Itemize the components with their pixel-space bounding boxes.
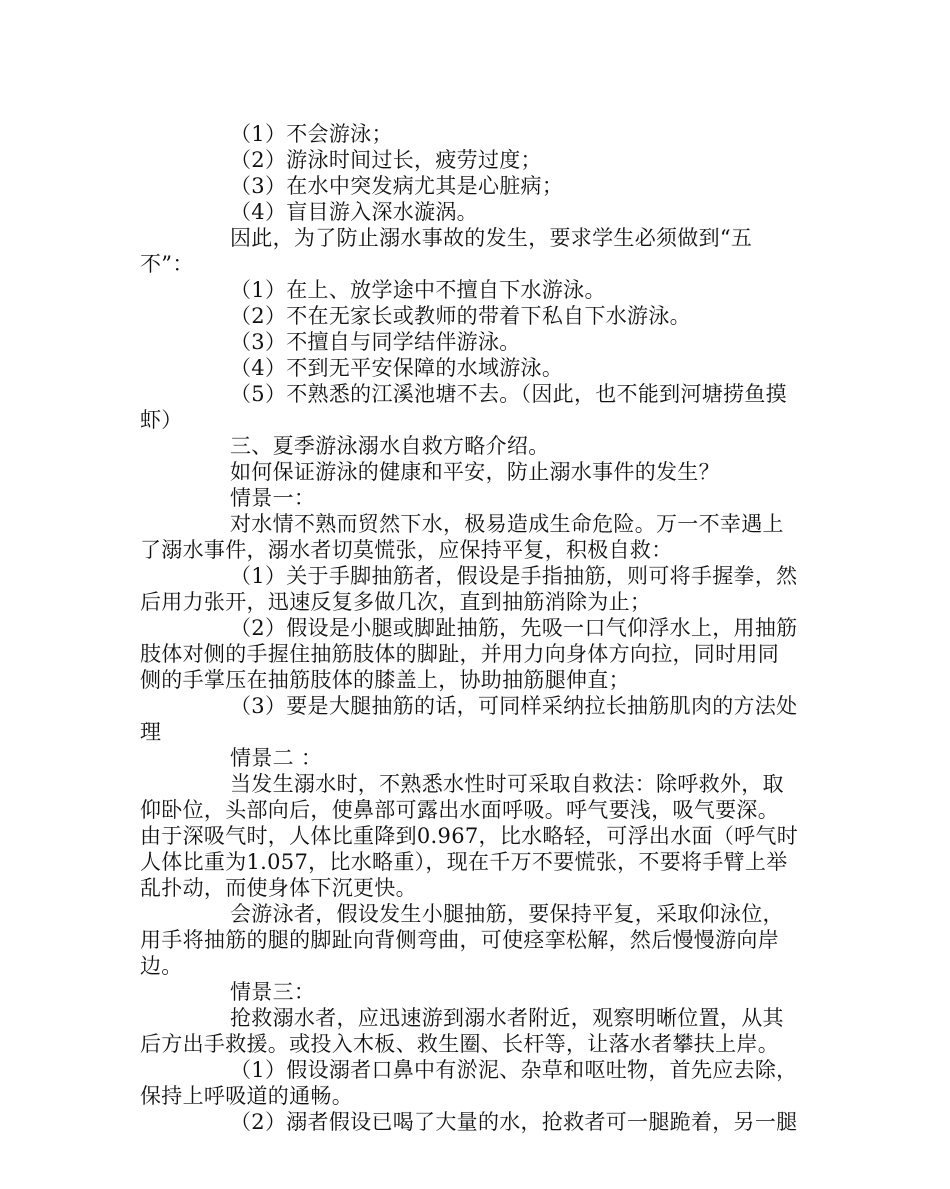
text-line: 后用力张开，迅速反复多做几次，直到抽筋消除为止； (140, 590, 652, 614)
text-line: 保持上呼吸道的通畅。 (140, 1084, 353, 1108)
scenario-heading: 情景二 ： (230, 746, 323, 770)
section-heading: 三、夏季游泳溺水自救方略介绍。 (230, 434, 550, 458)
text-line: （4）盲目游入深水漩涡。 (230, 200, 478, 224)
text-line: 当发生溺水时，不熟悉水性时可采取自救法：除呼救外，取 (230, 772, 784, 796)
text-line: 对水情不熟而贸然下水，极易造成生命危险。万一不幸遇上 (230, 512, 784, 536)
scenario-heading: 情景三： (230, 980, 316, 1004)
text-line: （2）溺者假设已喝了大量的水，抢救者可一腿跪着，另一腿 (230, 1110, 798, 1134)
text-line: （3）要是大腿抽筋的话，可同样采纳拉长抽筋肌肉的方法处 (230, 694, 798, 718)
text-line: 了溺水事件，溺水者切莫慌张，应保持平复，积极自救： (140, 538, 673, 562)
text-line: 由于深吸气时，人体比重降到0.967，比水略轻，可浮出水面（呼气时 (140, 824, 799, 848)
text-line: 侧的手掌压在抽筋肢体的膝盖上，协助抽筋腿伸直； (140, 668, 630, 692)
text-line: 仰卧位，头部向后，使鼻部可露出水面呼吸。呼气要浅，吸气要深。 (140, 798, 779, 822)
text-line: 人体比重为1.057，比水略重），现在千万不要慌张，不要将手臂上举 (140, 850, 788, 874)
text-line: （1）假设溺者口鼻中有淤泥、杂草和呕吐物，首先应去除， (230, 1058, 798, 1082)
text-line: （1）关于手脚抽筋者，假设是手指抽筋，则可将手握拳，然 (230, 564, 798, 588)
text-line: （2）假设是小腿或脚趾抽筋，先吸一口气仰浮水上，用抽筋 (230, 616, 798, 640)
text-line: 会游泳者，假设发生小腿抽筋，要保持平复，采取仰泳位， (230, 902, 784, 926)
text-line: 抢救溺水者，应迅速游到溺水者附近，观察明晰位置，从其 (230, 1006, 784, 1030)
text-line: 虾） (140, 408, 183, 432)
text-line: 后方出手救援。或投入木板、救生圈、长杆等，让落水者攀扶上岸。 (140, 1032, 779, 1056)
text-line: （1）不会游泳； (230, 122, 393, 146)
text-line: （2）不在无家长或教师的带着下私自下水游泳。 (230, 304, 691, 328)
scenario-heading: 情景一： (230, 486, 316, 510)
text-line: 边。 (140, 954, 183, 978)
text-line: 肢体对侧的手握住抽筋肢体的脚趾，并用力向身体方向拉，同时用同 (140, 642, 779, 666)
text-line: 因此，为了防止溺水事故的发生，要求学生必须做到“五 (230, 226, 753, 250)
text-line: （4）不到无平安保障的水域游泳。 (230, 356, 564, 380)
text-line: 理 (140, 720, 162, 744)
text-line: 如何保证游泳的健康和平安，防止溺水事件的发生？ (230, 460, 720, 484)
text-line: 不”： (140, 252, 194, 276)
text-line: （3）不擅自与同学结伴游泳。 (230, 330, 521, 354)
text-line: （5）不熟悉的江溪池塘不去。（因此，也不能到河塘捞鱼摸 (230, 382, 787, 406)
text-line: （3）在水中突发病尤其是心脏病； (230, 174, 564, 198)
text-line: （2）游泳时间过长，疲劳过度； (230, 148, 542, 172)
text-line: （1）在上、放学途中不擅自下水游泳。 (230, 278, 606, 302)
text-line: 用手将抽筋的腿的脚趾向背侧弯曲，可使痉挛松解，然后慢慢游向岸 (140, 928, 779, 952)
text-line: 乱扑动，而使身体下沉更快。 (140, 876, 417, 900)
